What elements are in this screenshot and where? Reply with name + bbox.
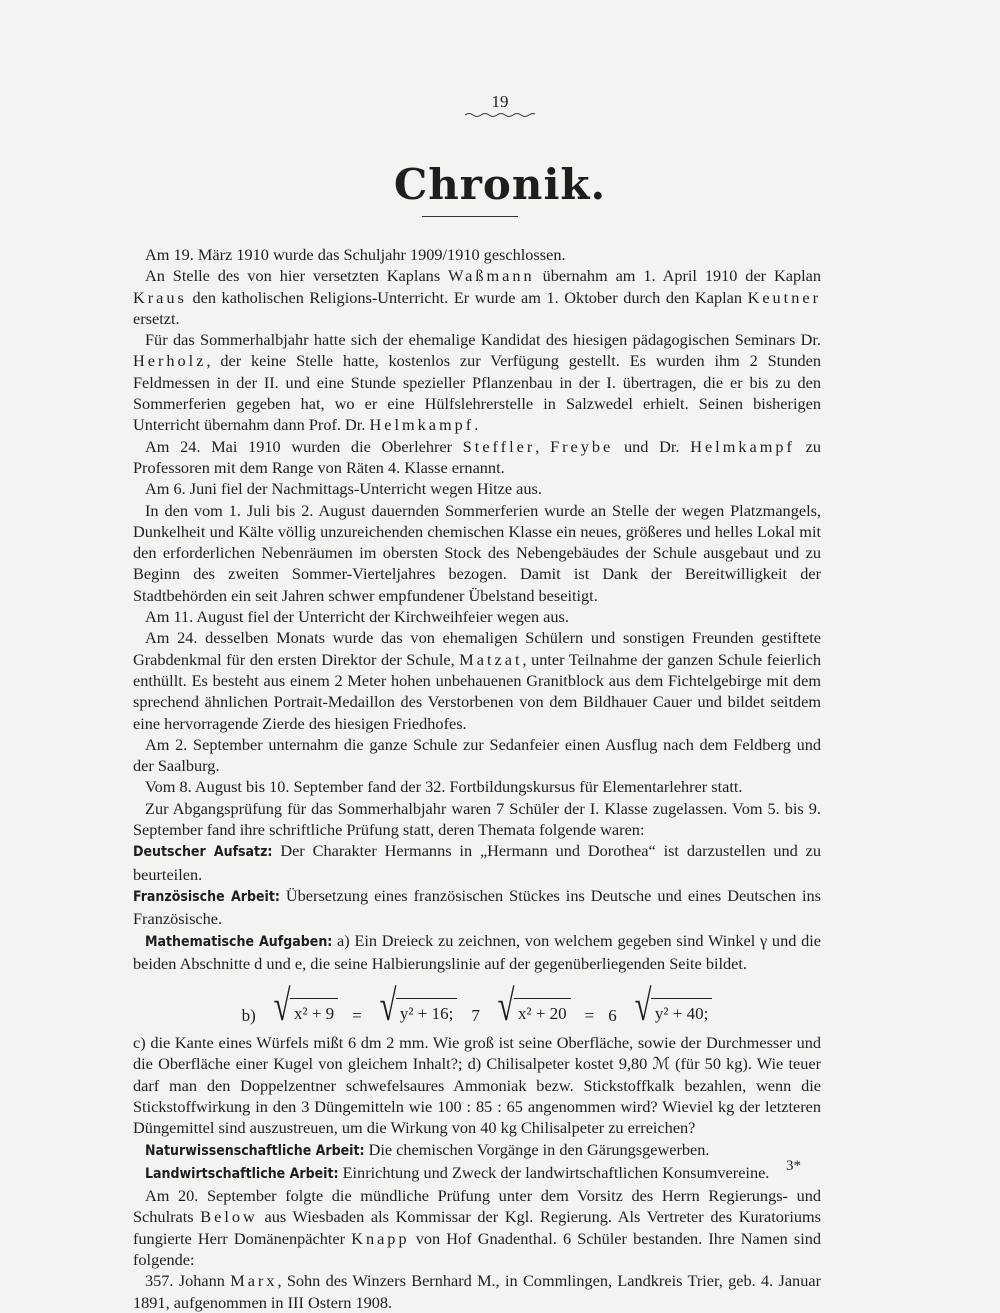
spaced-name: Keutner: [747, 287, 821, 307]
text-segment: zu Professoren mit dem Range von Räten 4. Klasse ernannt.: [133, 436, 822, 477]
paragraph: [133, 265, 821, 329]
text-segment: ,: [535, 436, 551, 456]
paragraph: [133, 606, 821, 627]
spaced-name: Freybe: [550, 436, 614, 456]
topic-text: a) Ein Dreieck zu zeichnen, von welchem gegeben sind Winkel γ und die beiden Abschnitte d und e, die seine Halbierungslinie auf der gegenüberliegenden Seite bildet.: [133, 930, 821, 973]
spaced-name: Matzat: [459, 649, 523, 669]
paragraph: [133, 776, 821, 797]
equals-sign: =: [352, 1005, 362, 1025]
spaced-name: Waßmann: [448, 266, 535, 286]
text-segment: Am 19. März 1910 wurde das Schuljahr 1909/1910 geschlossen.: [145, 245, 566, 264]
text-segment: Am 6. Juni fiel der Nachmittags-Unterricht wegen Hitze aus.: [145, 479, 542, 499]
topic-label: Deutscher Aufsatz:: [133, 844, 273, 861]
spaced-name: Helmkampf: [369, 415, 475, 435]
topic-text: Übersetzung eines französischen Stückes ins Deutsche und eines Deutschen ins Französische.: [133, 885, 822, 929]
spaced-name: Steffler: [462, 436, 536, 456]
paragraph: [133, 798, 821, 841]
radicand: y² + 16;: [396, 998, 457, 1026]
text-segment: den katholischen Religions-Unterricht. Er wurde am 1. Oktober durch den Kaplan: [186, 287, 748, 307]
spaced-name: Below: [200, 1207, 258, 1227]
topic-label: Mathematische Aufgaben:: [145, 933, 333, 950]
text-segment: Zur Abgangsprüfung für das Sommerhalbjahr waren 7 Schüler der I. Klasse zugelassen. Vom 5. bis 9. September fand ihre schriftliche Prüfung statt, deren Themata folgende waren:: [133, 798, 821, 840]
signature-mark: 3*: [786, 1158, 801, 1174]
text-segment: Am 2. September unternahm die ganze Schule zur Sedanfeier einen Ausflug nach dem Feldberg und der Saalburg.: [133, 734, 821, 776]
text-segment: 357. Johann: [145, 1271, 231, 1291]
text-segment: Am 24. Mai 1910 wurden die Oberlehrer: [145, 436, 463, 456]
wavy-ornament: [465, 112, 535, 118]
topic-text: Der Charakter Hermanns in „Hermann und Dorothea“ ist darzustellen und zu beurteilen.: [133, 841, 821, 884]
text-segment: In den vom 1. Juli bis 2. August dauernden Sommerferien wurde an Stelle der wegen Platzmangels, Dunkelheit und Kälte völlig unzureichenden chemischen Klasse ein neues, größeres und helles Lokal mit den erforderlichen Nebenräumen im obersten Stock des Nebengebäudes der Schule ausgebaut und zu Beginn des zweiten Sommer-Vierteljahres bezogen. Damit ist Dank der Bereitwilligkeit der Stadtbehörden ein seit Jahren schwer empfundener Übelstand beseitigt.: [133, 500, 821, 605]
topic-label: Französische Arbeit:: [133, 888, 280, 905]
title-divider: [422, 216, 518, 217]
square-root: √ y² + 16;: [376, 986, 458, 1026]
page-number: [0, 92, 1000, 118]
radicand: y² + 40;: [651, 998, 712, 1026]
radicand: x² + 9: [290, 998, 338, 1026]
topic-label: Naturwissenschaftliche Arbeit:: [145, 1142, 365, 1159]
math-formula: [133, 981, 821, 1031]
formula-label: b): [241, 1005, 256, 1025]
topic-agriculture: [133, 1162, 821, 1185]
text-segment: ersetzt.: [133, 308, 180, 328]
spaced-name: Marx: [230, 1271, 278, 1291]
text-segment: von Hof Gnadenthal. 6 Schüler bestanden. Ihre Namen sind folgende:: [133, 1228, 822, 1270]
text-segment: , Sohn des Winzers Bernhard M., in Commlingen, Landkreis Trier, geb. 4. Januar 1891, aufgenommen in III Ostern 1908.: [133, 1271, 821, 1312]
topic-science: [133, 1139, 821, 1162]
text-segment: , unter Teilnahme der ganzen Schule feierlich enthüllt. Es besteht aus einem 2 Meter hohen unbehauenen Granitblock aus dem Fichtelgebirge mit dem sprechend ähnlichen Portrait-Medaillon des Verstorbenen von dem Bildhauer Cauer und bildet seitdem eine hervorragende Zierde des hiesigen Friedhofes.: [133, 649, 821, 733]
text-segment: Am 11. August fiel der Unterricht der Kirchweihfeier wegen aus.: [145, 607, 569, 627]
chronicle-body: [133, 244, 821, 1313]
equals-sign: =: [584, 1005, 595, 1025]
paragraph: [133, 478, 821, 499]
topic-label: Landwirtschaftliche Arbeit:: [145, 1165, 339, 1182]
chronicle-paragraphs: [133, 244, 821, 840]
coefficient: 6: [608, 1005, 617, 1025]
oral-exam-paragraph: [133, 1185, 821, 1270]
square-root: √ x² + 9: [270, 986, 338, 1026]
text-segment: Am 24. desselben Monats wurde das von ehemaligen Schülern und sonstigen Freunden gestiftete Grabdenkmal für den ersten Direktor der Schule,: [133, 628, 821, 669]
text-segment: aus Wiesbaden als Kommissar der Kgl. Regierung. Als Vertreter des Kuratoriums fungierte Herr Domänenpächter: [133, 1207, 821, 1248]
paragraph: [133, 500, 821, 606]
topic-math: [133, 930, 821, 975]
coefficient: 7: [471, 1005, 480, 1025]
spaced-name: Knapp: [351, 1228, 410, 1248]
graduate-entry: [133, 1270, 821, 1313]
topic-french: [133, 885, 821, 930]
text-segment: , der keine Stelle hatte, kostenlos zur Verfügung gestellt. Es wurden ihm 2 Stunden Feldmessen in der II. und eine Stunde spezieller Pflanzenbau in der I. übertragen, die er bis zu den Sommerferien gegeben hat, wo er eine Hülfslehrerstelle in Salzwedel erhielt. Seinen bisherigen Unterricht übernahm dann Prof. Dr.: [133, 351, 821, 435]
paragraph: [133, 329, 821, 435]
square-root: √ y² + 40;: [631, 986, 713, 1026]
paragraph: [133, 734, 821, 777]
page-title: Chronik.: [393, 160, 607, 209]
text-segment: und Dr.: [613, 436, 691, 456]
radicand: x² + 20: [514, 998, 571, 1026]
spaced-name: Helmkampf: [690, 436, 795, 456]
square-root: √ x² + 20: [494, 986, 571, 1026]
math-tasks-cd: c) die Kante eines Würfels mißt 6 dm 2 mm. Wie groß ist seine Oberfläche, sowie der Durchmesser und die Oberfläche einer Kugel von gleichem Inhalt?; d) Chilisalpeter kostet 9,80 ℳ (für 50 kg). Wie teuer darf man den Doppelzentner schwefelsaures Ammoniak bezw. Stickstoffkalk bezahlen, wenn die Stickstoffwirkung in den 3 Düngemitteln wie 100 : 85 : 65 angenommen wird? Wieviel kg der letzteren Düngemittel sind auszustreuen, um die Wirkung von 40 kg Chilisalpeter zu erreichen?: [133, 1033, 821, 1138]
text-segment: .: [474, 415, 479, 435]
text-segment: Vom 8. August bis 10. September fand der 32. Fortbildungskursus für Elementarlehrer statt.: [145, 777, 743, 797]
text-segment: übernahm am 1. April 1910 der Kaplan: [534, 266, 822, 286]
paragraph: [133, 627, 821, 733]
topic-text: Die chemischen Vorgänge in den Gärungsgewerben.: [364, 1139, 710, 1159]
text-segment: Für das Sommerhalbjahr hatte sich der ehemalige Kandidat des hiesigen pädagogischen Seminars Dr.: [145, 330, 821, 350]
topic-text: Einrichtung und Zweck der landwirtschaftlichen Konsumvereine.: [338, 1162, 770, 1182]
page-number-text: 19: [491, 92, 509, 111]
spaced-name: Herholz: [133, 351, 207, 371]
paragraph: [133, 436, 821, 479]
text-segment: Am 20. September folgte die mündliche Prüfung unter dem Vorsitz des Herrn Regierungs- und Schulrats: [133, 1186, 821, 1227]
paragraph: [133, 244, 821, 265]
topic-german: [133, 840, 821, 885]
text-segment: An Stelle des von hier versetzten Kaplans: [145, 266, 449, 286]
spaced-name: Kraus: [133, 287, 187, 307]
